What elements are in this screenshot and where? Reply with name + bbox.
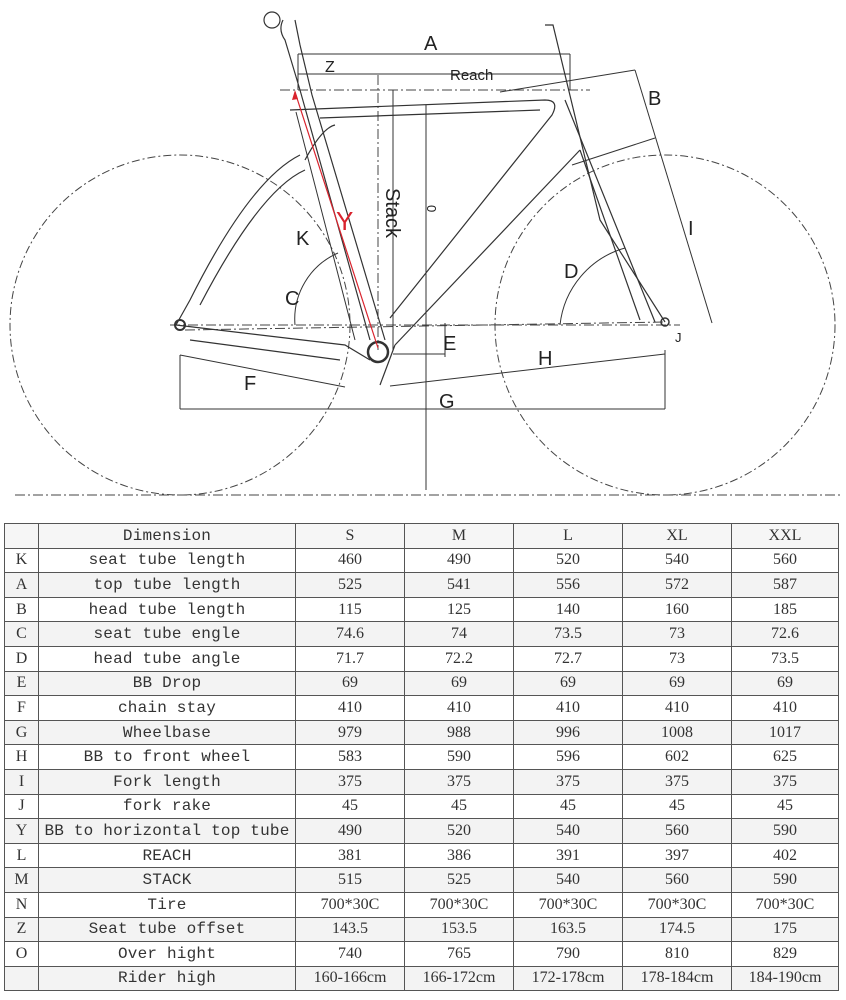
value-size-xl: 160	[623, 597, 732, 622]
value-size-xxl: 587	[732, 573, 839, 598]
value-size-xl: 540	[623, 548, 732, 573]
value-size-xxl: 184-190cm	[732, 966, 839, 991]
value-size-l: 996	[514, 720, 623, 745]
row-dimension-name: Wheelbase	[39, 720, 296, 745]
table-row	[5, 917, 839, 942]
row-dimension-name: chain stay	[39, 696, 296, 721]
value-size-xxl: 175	[732, 917, 839, 942]
row-dimension-name: head tube angle	[39, 646, 296, 671]
row-code: B	[5, 597, 39, 622]
value-size-xl: 1008	[623, 720, 732, 745]
table-row	[5, 769, 839, 794]
value-size-l: 540	[514, 819, 623, 844]
value-size-xl: 69	[623, 671, 732, 696]
value-size-xxl: 560	[732, 548, 839, 573]
value-size-s: 381	[296, 843, 405, 868]
value-size-s: 490	[296, 819, 405, 844]
table-row	[5, 942, 839, 967]
y-measurement-arrow	[292, 90, 378, 348]
value-size-s: 515	[296, 868, 405, 893]
value-size-m: 166-172cm	[405, 966, 514, 991]
value-size-xxl: 700*30C	[732, 892, 839, 917]
value-size-m: 153.5	[405, 917, 514, 942]
row-dimension-name: fork rake	[39, 794, 296, 819]
table-row	[5, 868, 839, 893]
row-dimension-name: head tube length	[39, 597, 296, 622]
value-size-l: 69	[514, 671, 623, 696]
label-j: J	[675, 330, 682, 345]
value-size-l: 410	[514, 696, 623, 721]
label-y: Y	[336, 206, 354, 236]
row-dimension-name: seat tube length	[39, 548, 296, 573]
label-b: B	[648, 88, 662, 110]
value-size-xxl: 402	[732, 843, 839, 868]
header-size-s: S	[296, 524, 405, 549]
value-size-m: 375	[405, 769, 514, 794]
value-size-xxl: 72.6	[732, 622, 839, 647]
value-size-l: 140	[514, 597, 623, 622]
angle-arcs	[295, 248, 625, 325]
value-size-l: 73.5	[514, 622, 623, 647]
value-size-s: 700*30C	[296, 892, 405, 917]
row-dimension-name: STACK	[39, 868, 296, 893]
value-size-m: 525	[405, 868, 514, 893]
value-size-s: 740	[296, 942, 405, 967]
header-code	[5, 524, 39, 549]
value-size-xl: 174.5	[623, 917, 732, 942]
value-size-s: 583	[296, 745, 405, 770]
value-size-l: 72.7	[514, 646, 623, 671]
value-size-xl: 397	[623, 843, 732, 868]
table-row	[5, 794, 839, 819]
value-size-xxl: 410	[732, 696, 839, 721]
value-size-xl: 45	[623, 794, 732, 819]
value-size-xl: 572	[623, 573, 732, 598]
dimension-lines	[180, 54, 712, 490]
table-row	[5, 548, 839, 573]
bike-frame	[175, 12, 669, 385]
table-row	[5, 696, 839, 721]
label-stack: Stack	[381, 188, 403, 239]
label-k: K	[296, 228, 310, 250]
value-size-xl: 410	[623, 696, 732, 721]
value-size-xxl: 590	[732, 868, 839, 893]
label-h: H	[538, 348, 553, 370]
table-row	[5, 720, 839, 745]
row-code: L	[5, 843, 39, 868]
label-g: G	[439, 391, 455, 413]
value-size-m: 490	[405, 548, 514, 573]
value-size-m: 386	[405, 843, 514, 868]
row-code: H	[5, 745, 39, 770]
row-dimension-name: BB Drop	[39, 671, 296, 696]
value-size-s: 69	[296, 671, 405, 696]
row-code: C	[5, 622, 39, 647]
row-code: O	[5, 942, 39, 967]
value-size-xl: 375	[623, 769, 732, 794]
value-size-s: 525	[296, 573, 405, 598]
value-size-l: 540	[514, 868, 623, 893]
table-header-row	[5, 524, 839, 549]
value-size-xxl: 829	[732, 942, 839, 967]
value-size-l: 700*30C	[514, 892, 623, 917]
value-size-xxl: 1017	[732, 720, 839, 745]
value-size-xxl: 625	[732, 745, 839, 770]
value-size-xxl: 45	[732, 794, 839, 819]
row-code: E	[5, 671, 39, 696]
value-size-s: 979	[296, 720, 405, 745]
label-o: 0	[424, 205, 439, 213]
value-size-m: 45	[405, 794, 514, 819]
value-size-xxl: 69	[732, 671, 839, 696]
table-row	[5, 573, 839, 598]
label-z: Z	[325, 59, 335, 76]
table-row	[5, 622, 839, 647]
value-size-xl: 560	[623, 868, 732, 893]
label-i: I	[688, 218, 694, 240]
value-size-xxl: 590	[732, 819, 839, 844]
value-size-xl: 560	[623, 819, 732, 844]
value-size-l: 391	[514, 843, 623, 868]
value-size-xxl: 375	[732, 769, 839, 794]
value-size-m: 72.2	[405, 646, 514, 671]
table-row	[5, 646, 839, 671]
value-size-m: 520	[405, 819, 514, 844]
value-size-l: 45	[514, 794, 623, 819]
header-size-l: L	[514, 524, 623, 549]
value-size-m: 74	[405, 622, 514, 647]
value-size-xl: 700*30C	[623, 892, 732, 917]
row-dimension-name: seat tube engle	[39, 622, 296, 647]
value-size-l: 556	[514, 573, 623, 598]
table-row	[5, 597, 839, 622]
label-e: E	[443, 333, 457, 355]
row-dimension-name: Seat tube offset	[39, 917, 296, 942]
row-dimension-name: Tire	[39, 892, 296, 917]
value-size-s: 74.6	[296, 622, 405, 647]
row-dimension-name: Fork length	[39, 769, 296, 794]
value-size-m: 69	[405, 671, 514, 696]
value-size-l: 163.5	[514, 917, 623, 942]
row-code: Y	[5, 819, 39, 844]
value-size-m: 988	[405, 720, 514, 745]
row-code: Z	[5, 917, 39, 942]
value-size-l: 520	[514, 548, 623, 573]
table-row	[5, 671, 839, 696]
value-size-s: 115	[296, 597, 405, 622]
row-dimension-name: BB to horizontal top tube	[39, 819, 296, 844]
value-size-xl: 73	[623, 646, 732, 671]
value-size-s: 460	[296, 548, 405, 573]
value-size-xxl: 73.5	[732, 646, 839, 671]
value-size-xl: 73	[623, 622, 732, 647]
row-code: N	[5, 892, 39, 917]
value-size-m: 765	[405, 942, 514, 967]
value-size-s: 160-166cm	[296, 966, 405, 991]
value-size-s: 71.7	[296, 646, 405, 671]
header-size-m: M	[405, 524, 514, 549]
value-size-s: 143.5	[296, 917, 405, 942]
label-a: A	[424, 33, 438, 55]
row-code: M	[5, 868, 39, 893]
table-row	[5, 892, 839, 917]
value-size-m: 410	[405, 696, 514, 721]
row-code: K	[5, 548, 39, 573]
table-row	[5, 843, 839, 868]
header-size-xxl: XXL	[732, 524, 839, 549]
table-row	[5, 745, 839, 770]
value-size-s: 375	[296, 769, 405, 794]
table-row	[5, 819, 839, 844]
row-dimension-name: Over hight	[39, 942, 296, 967]
value-size-xl: 178-184cm	[623, 966, 732, 991]
header-dimension: Dimension	[39, 524, 296, 549]
value-size-m: 541	[405, 573, 514, 598]
value-size-xxl: 185	[732, 597, 839, 622]
row-code: I	[5, 769, 39, 794]
value-size-s: 410	[296, 696, 405, 721]
geometry-table	[4, 523, 839, 991]
label-reach: Reach	[450, 67, 494, 84]
table-row	[5, 966, 839, 991]
row-dimension-name: top tube length	[39, 573, 296, 598]
row-dimension-name: BB to front wheel	[39, 745, 296, 770]
centerlines	[15, 75, 840, 495]
row-code: J	[5, 794, 39, 819]
row-code: F	[5, 696, 39, 721]
row-code: D	[5, 646, 39, 671]
value-size-xl: 810	[623, 942, 732, 967]
value-size-m: 125	[405, 597, 514, 622]
value-size-l: 172-178cm	[514, 966, 623, 991]
row-dimension-name: Rider high	[39, 966, 296, 991]
value-size-s: 45	[296, 794, 405, 819]
row-code: A	[5, 573, 39, 598]
row-dimension-name: REACH	[39, 843, 296, 868]
value-size-xl: 602	[623, 745, 732, 770]
value-size-l: 375	[514, 769, 623, 794]
label-d: D	[564, 261, 579, 283]
header-size-xl: XL	[623, 524, 732, 549]
label-f: F	[244, 373, 257, 395]
label-c: C	[285, 288, 300, 310]
row-code	[5, 966, 39, 991]
value-size-m: 700*30C	[405, 892, 514, 917]
value-size-l: 596	[514, 745, 623, 770]
row-code: G	[5, 720, 39, 745]
value-size-m: 590	[405, 745, 514, 770]
value-size-l: 790	[514, 942, 623, 967]
